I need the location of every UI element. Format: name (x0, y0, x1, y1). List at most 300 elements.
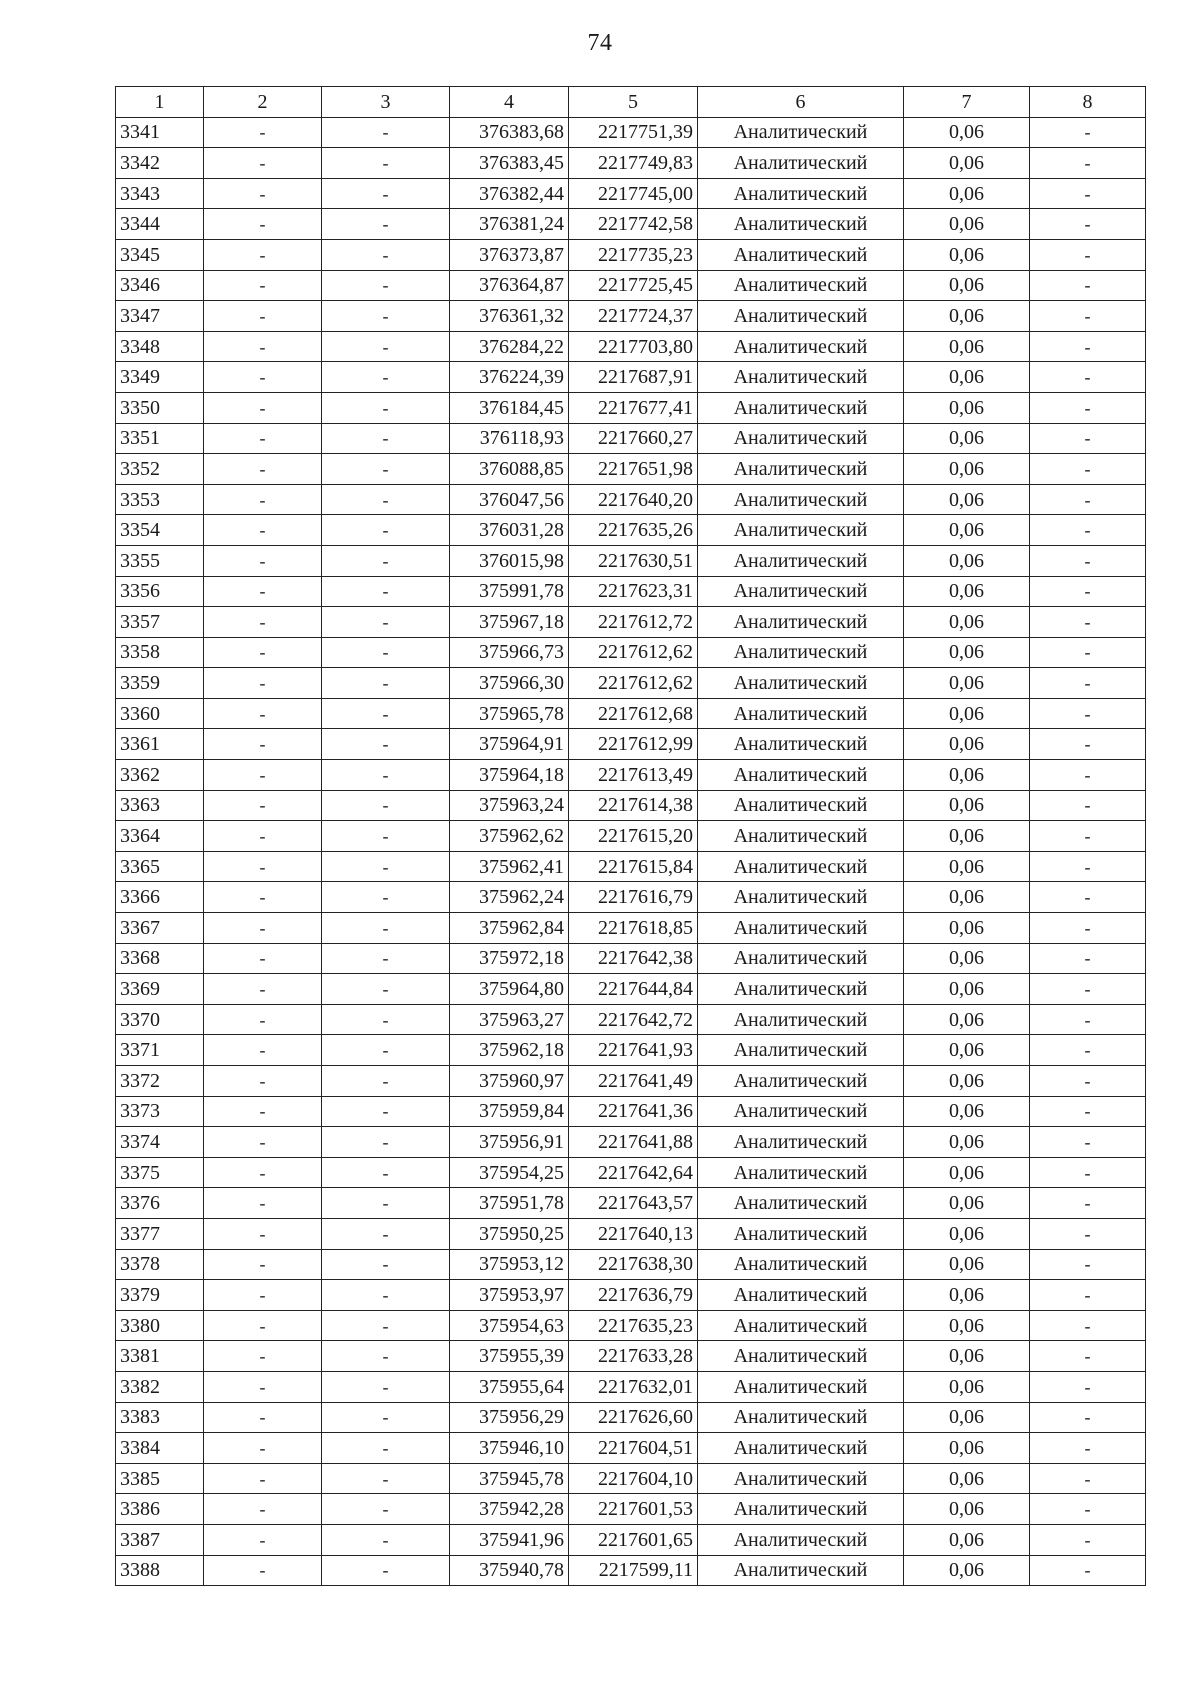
y-coordinate-cell: 2217601,65 (569, 1524, 698, 1555)
col3-cell: - (322, 1249, 450, 1280)
header-cell: 5 (569, 87, 698, 118)
y-coordinate-cell: 2217642,38 (569, 943, 698, 974)
method-cell: Аналитический (698, 1218, 904, 1249)
x-coordinate-cell: 375942,28 (450, 1494, 569, 1525)
y-coordinate-cell: 2217641,49 (569, 1066, 698, 1097)
table-row (116, 1127, 1146, 1158)
table-row (116, 515, 1146, 546)
method-cell: Аналитический (698, 1280, 904, 1311)
x-coordinate-cell: 375965,78 (450, 698, 569, 729)
accuracy-cell: 0,06 (904, 1402, 1030, 1433)
point-number-cell: 3361 (116, 729, 204, 760)
x-coordinate-cell: 375962,41 (450, 851, 569, 882)
col8-cell: - (1030, 851, 1146, 882)
y-coordinate-cell: 2217641,88 (569, 1127, 698, 1158)
y-coordinate-cell: 2217612,62 (569, 668, 698, 699)
point-number-cell: 3346 (116, 270, 204, 301)
point-number-cell: 3342 (116, 148, 204, 179)
col3-cell: - (322, 637, 450, 668)
method-cell: Аналитический (698, 974, 904, 1005)
x-coordinate-cell: 376373,87 (450, 239, 569, 270)
col3-cell: - (322, 454, 450, 485)
col2-cell: - (204, 851, 322, 882)
method-cell: Аналитический (698, 301, 904, 332)
col3-cell: - (322, 760, 450, 791)
y-coordinate-cell: 2217615,20 (569, 821, 698, 852)
table-row (116, 1188, 1146, 1219)
accuracy-cell: 0,06 (904, 1004, 1030, 1035)
x-coordinate-cell: 375946,10 (450, 1433, 569, 1464)
point-number-cell: 3372 (116, 1066, 204, 1097)
col2-cell: - (204, 117, 322, 148)
col8-cell: - (1030, 1066, 1146, 1097)
point-number-cell: 3343 (116, 178, 204, 209)
x-coordinate-cell: 375940,78 (450, 1555, 569, 1586)
method-cell: Аналитический (698, 1433, 904, 1464)
col2-cell: - (204, 576, 322, 607)
method-cell: Аналитический (698, 1341, 904, 1372)
y-coordinate-cell: 2217626,60 (569, 1402, 698, 1433)
point-number-cell: 3382 (116, 1371, 204, 1402)
col8-cell: - (1030, 637, 1146, 668)
point-number-cell: 3376 (116, 1188, 204, 1219)
x-coordinate-cell: 375966,73 (450, 637, 569, 668)
col8-cell: - (1030, 698, 1146, 729)
table-row (116, 1004, 1146, 1035)
y-coordinate-cell: 2217687,91 (569, 362, 698, 393)
col8-cell: - (1030, 1004, 1146, 1035)
col3-cell: - (322, 1004, 450, 1035)
accuracy-cell: 0,06 (904, 1494, 1030, 1525)
col3-cell: - (322, 1066, 450, 1097)
accuracy-cell: 0,06 (904, 576, 1030, 607)
x-coordinate-cell: 375953,12 (450, 1249, 569, 1280)
col2-cell: - (204, 943, 322, 974)
y-coordinate-cell: 2217724,37 (569, 301, 698, 332)
table-row (116, 270, 1146, 301)
x-coordinate-cell: 375967,18 (450, 607, 569, 638)
table-row (116, 1341, 1146, 1372)
point-number-cell: 3388 (116, 1555, 204, 1586)
accuracy-cell: 0,06 (904, 362, 1030, 393)
accuracy-cell: 0,06 (904, 1096, 1030, 1127)
col2-cell: - (204, 1035, 322, 1066)
col3-cell: - (322, 913, 450, 944)
col2-cell: - (204, 1280, 322, 1311)
col2-cell: - (204, 790, 322, 821)
method-cell: Аналитический (698, 117, 904, 148)
col3-cell: - (322, 1494, 450, 1525)
method-cell: Аналитический (698, 1463, 904, 1494)
y-coordinate-cell: 2217642,64 (569, 1157, 698, 1188)
y-coordinate-cell: 2217660,27 (569, 423, 698, 454)
point-number-cell: 3356 (116, 576, 204, 607)
accuracy-cell: 0,06 (904, 178, 1030, 209)
y-coordinate-cell: 2217632,01 (569, 1371, 698, 1402)
table-row (116, 1035, 1146, 1066)
col8-cell: - (1030, 362, 1146, 393)
col3-cell: - (322, 423, 450, 454)
x-coordinate-cell: 375964,80 (450, 974, 569, 1005)
col8-cell: - (1030, 1463, 1146, 1494)
table-row (116, 362, 1146, 393)
x-coordinate-cell: 375953,97 (450, 1280, 569, 1311)
col8-cell: - (1030, 760, 1146, 791)
y-coordinate-cell: 2217642,72 (569, 1004, 698, 1035)
method-cell: Аналитический (698, 1004, 904, 1035)
y-coordinate-cell: 2217612,99 (569, 729, 698, 760)
col8-cell: - (1030, 1555, 1146, 1586)
table-row (116, 1066, 1146, 1097)
col2-cell: - (204, 1157, 322, 1188)
col2-cell: - (204, 1494, 322, 1525)
accuracy-cell: 0,06 (904, 117, 1030, 148)
point-number-cell: 3349 (116, 362, 204, 393)
x-coordinate-cell: 376031,28 (450, 515, 569, 546)
accuracy-cell: 0,06 (904, 209, 1030, 240)
point-number-cell: 3367 (116, 913, 204, 944)
header-cell: 6 (698, 87, 904, 118)
table-row (116, 607, 1146, 638)
col2-cell: - (204, 882, 322, 913)
col3-cell: - (322, 882, 450, 913)
point-number-cell: 3375 (116, 1157, 204, 1188)
header-cell: 4 (450, 87, 569, 118)
y-coordinate-cell: 2217616,79 (569, 882, 698, 913)
col3-cell: - (322, 1310, 450, 1341)
col8-cell: - (1030, 1035, 1146, 1066)
table-row (116, 913, 1146, 944)
method-cell: Аналитический (698, 331, 904, 362)
point-number-cell: 3347 (116, 301, 204, 332)
y-coordinate-cell: 2217638,30 (569, 1249, 698, 1280)
table-row (116, 239, 1146, 270)
col2-cell: - (204, 178, 322, 209)
method-cell: Аналитический (698, 148, 904, 179)
x-coordinate-cell: 375962,18 (450, 1035, 569, 1066)
col8-cell: - (1030, 576, 1146, 607)
col2-cell: - (204, 729, 322, 760)
table-header-row (116, 87, 1146, 118)
y-coordinate-cell: 2217640,20 (569, 484, 698, 515)
y-coordinate-cell: 2217618,85 (569, 913, 698, 944)
accuracy-cell: 0,06 (904, 943, 1030, 974)
table-row (116, 1371, 1146, 1402)
point-number-cell: 3357 (116, 607, 204, 638)
accuracy-cell: 0,06 (904, 148, 1030, 179)
accuracy-cell: 0,06 (904, 760, 1030, 791)
method-cell: Аналитический (698, 545, 904, 576)
y-coordinate-cell: 2217612,68 (569, 698, 698, 729)
col2-cell: - (204, 1371, 322, 1402)
method-cell: Аналитический (698, 851, 904, 882)
y-coordinate-cell: 2217612,72 (569, 607, 698, 638)
col8-cell: - (1030, 1310, 1146, 1341)
point-number-cell: 3365 (116, 851, 204, 882)
x-coordinate-cell: 376364,87 (450, 270, 569, 301)
col2-cell: - (204, 698, 322, 729)
table-row (116, 1157, 1146, 1188)
col2-cell: - (204, 1127, 322, 1158)
col2-cell: - (204, 821, 322, 852)
col8-cell: - (1030, 1157, 1146, 1188)
col3-cell: - (322, 1463, 450, 1494)
y-coordinate-cell: 2217613,49 (569, 760, 698, 791)
col2-cell: - (204, 1218, 322, 1249)
method-cell: Аналитический (698, 576, 904, 607)
method-cell: Аналитический (698, 1188, 904, 1219)
y-coordinate-cell: 2217641,36 (569, 1096, 698, 1127)
x-coordinate-cell: 375962,62 (450, 821, 569, 852)
x-coordinate-cell: 376361,32 (450, 301, 569, 332)
col8-cell: - (1030, 1524, 1146, 1555)
col8-cell: - (1030, 882, 1146, 913)
col8-cell: - (1030, 1096, 1146, 1127)
method-cell: Аналитический (698, 1494, 904, 1525)
col2-cell: - (204, 1341, 322, 1372)
col2-cell: - (204, 1188, 322, 1219)
accuracy-cell: 0,06 (904, 790, 1030, 821)
accuracy-cell: 0,06 (904, 851, 1030, 882)
x-coordinate-cell: 375951,78 (450, 1188, 569, 1219)
table-row (116, 1463, 1146, 1494)
y-coordinate-cell: 2217751,39 (569, 117, 698, 148)
method-cell: Аналитический (698, 454, 904, 485)
accuracy-cell: 0,06 (904, 1035, 1030, 1066)
table-row (116, 1433, 1146, 1464)
y-coordinate-cell: 2217635,26 (569, 515, 698, 546)
col8-cell: - (1030, 1249, 1146, 1280)
col3-cell: - (322, 270, 450, 301)
method-cell: Аналитический (698, 515, 904, 546)
y-coordinate-cell: 2217630,51 (569, 545, 698, 576)
col3-cell: - (322, 484, 450, 515)
point-number-cell: 3351 (116, 423, 204, 454)
x-coordinate-cell: 375991,78 (450, 576, 569, 607)
header-cell: 1 (116, 87, 204, 118)
col3-cell: - (322, 239, 450, 270)
point-number-cell: 3359 (116, 668, 204, 699)
col3-cell: - (322, 545, 450, 576)
accuracy-cell: 0,06 (904, 301, 1030, 332)
col2-cell: - (204, 637, 322, 668)
method-cell: Аналитический (698, 1127, 904, 1158)
col8-cell: - (1030, 1371, 1146, 1402)
col3-cell: - (322, 1433, 450, 1464)
col3-cell: - (322, 607, 450, 638)
table-row (116, 668, 1146, 699)
method-cell: Аналитический (698, 1402, 904, 1433)
x-coordinate-cell: 375964,91 (450, 729, 569, 760)
x-coordinate-cell: 375962,84 (450, 913, 569, 944)
method-cell: Аналитический (698, 1157, 904, 1188)
col3-cell: - (322, 1555, 450, 1586)
x-coordinate-cell: 375955,64 (450, 1371, 569, 1402)
y-coordinate-cell: 2217601,53 (569, 1494, 698, 1525)
table-row (116, 1494, 1146, 1525)
col2-cell: - (204, 423, 322, 454)
y-coordinate-cell: 2217599,11 (569, 1555, 698, 1586)
y-coordinate-cell: 2217614,38 (569, 790, 698, 821)
point-number-cell: 3384 (116, 1433, 204, 1464)
x-coordinate-cell: 375959,84 (450, 1096, 569, 1127)
accuracy-cell: 0,06 (904, 1433, 1030, 1464)
method-cell: Аналитический (698, 392, 904, 423)
point-number-cell: 3383 (116, 1402, 204, 1433)
col3-cell: - (322, 1280, 450, 1311)
table-row (116, 1555, 1146, 1586)
col2-cell: - (204, 1433, 322, 1464)
table-row (116, 882, 1146, 913)
point-number-cell: 3348 (116, 331, 204, 362)
col8-cell: - (1030, 668, 1146, 699)
table-row (116, 851, 1146, 882)
col3-cell: - (322, 331, 450, 362)
x-coordinate-cell: 376381,24 (450, 209, 569, 240)
col3-cell: - (322, 1524, 450, 1555)
col2-cell: - (204, 1096, 322, 1127)
col2-cell: - (204, 239, 322, 270)
col3-cell: - (322, 362, 450, 393)
method-cell: Аналитический (698, 1096, 904, 1127)
point-number-cell: 3366 (116, 882, 204, 913)
point-number-cell: 3353 (116, 484, 204, 515)
y-coordinate-cell: 2217612,62 (569, 637, 698, 668)
point-number-cell: 3374 (116, 1127, 204, 1158)
method-cell: Аналитический (698, 1524, 904, 1555)
y-coordinate-cell: 2217677,41 (569, 392, 698, 423)
col2-cell: - (204, 545, 322, 576)
table-row (116, 1218, 1146, 1249)
x-coordinate-cell: 375950,25 (450, 1218, 569, 1249)
col3-cell: - (322, 790, 450, 821)
col8-cell: - (1030, 729, 1146, 760)
col8-cell: - (1030, 178, 1146, 209)
col2-cell: - (204, 1524, 322, 1555)
method-cell: Аналитический (698, 362, 904, 393)
table-row (116, 301, 1146, 332)
point-number-cell: 3387 (116, 1524, 204, 1555)
table-row (116, 1249, 1146, 1280)
point-number-cell: 3355 (116, 545, 204, 576)
coordinates-table (115, 86, 1146, 1586)
col2-cell: - (204, 362, 322, 393)
table-row (116, 729, 1146, 760)
x-coordinate-cell: 376015,98 (450, 545, 569, 576)
table-row (116, 392, 1146, 423)
col8-cell: - (1030, 209, 1146, 240)
col8-cell: - (1030, 607, 1146, 638)
accuracy-cell: 0,06 (904, 1157, 1030, 1188)
col8-cell: - (1030, 331, 1146, 362)
col2-cell: - (204, 1004, 322, 1035)
accuracy-cell: 0,06 (904, 607, 1030, 638)
col3-cell: - (322, 668, 450, 699)
x-coordinate-cell: 375945,78 (450, 1463, 569, 1494)
accuracy-cell: 0,06 (904, 1188, 1030, 1219)
col2-cell: - (204, 668, 322, 699)
accuracy-cell: 0,06 (904, 1371, 1030, 1402)
y-coordinate-cell: 2217651,98 (569, 454, 698, 485)
x-coordinate-cell: 376383,45 (450, 148, 569, 179)
x-coordinate-cell: 376184,45 (450, 392, 569, 423)
col8-cell: - (1030, 301, 1146, 332)
accuracy-cell: 0,06 (904, 484, 1030, 515)
accuracy-cell: 0,06 (904, 545, 1030, 576)
accuracy-cell: 0,06 (904, 1066, 1030, 1097)
col3-cell: - (322, 1188, 450, 1219)
table-row (116, 454, 1146, 485)
accuracy-cell: 0,06 (904, 515, 1030, 546)
table-row (116, 1402, 1146, 1433)
point-number-cell: 3373 (116, 1096, 204, 1127)
accuracy-cell: 0,06 (904, 882, 1030, 913)
x-coordinate-cell: 375962,24 (450, 882, 569, 913)
accuracy-cell: 0,06 (904, 1310, 1030, 1341)
table-row (116, 760, 1146, 791)
page-number: 74 (587, 30, 613, 56)
table-row (116, 117, 1146, 148)
col3-cell: - (322, 209, 450, 240)
table-row (116, 1280, 1146, 1311)
method-cell: Аналитический (698, 790, 904, 821)
method-cell: Аналитический (698, 668, 904, 699)
x-coordinate-cell: 375972,18 (450, 943, 569, 974)
header-cell: 3 (322, 87, 450, 118)
accuracy-cell: 0,06 (904, 974, 1030, 1005)
accuracy-cell: 0,06 (904, 1218, 1030, 1249)
method-cell: Аналитический (698, 821, 904, 852)
table-row (116, 576, 1146, 607)
table-body (116, 117, 1146, 1586)
point-number-cell: 3364 (116, 821, 204, 852)
y-coordinate-cell: 2217633,28 (569, 1341, 698, 1372)
col8-cell: - (1030, 790, 1146, 821)
col8-cell: - (1030, 239, 1146, 270)
col3-cell: - (322, 974, 450, 1005)
y-coordinate-cell: 2217636,79 (569, 1280, 698, 1311)
table-row (116, 974, 1146, 1005)
col3-cell: - (322, 301, 450, 332)
y-coordinate-cell: 2217641,93 (569, 1035, 698, 1066)
col8-cell: - (1030, 1188, 1146, 1219)
col8-cell: - (1030, 1433, 1146, 1464)
x-coordinate-cell: 375956,91 (450, 1127, 569, 1158)
point-number-cell: 3386 (116, 1494, 204, 1525)
point-number-cell: 3370 (116, 1004, 204, 1035)
point-number-cell: 3371 (116, 1035, 204, 1066)
method-cell: Аналитический (698, 760, 904, 791)
col2-cell: - (204, 270, 322, 301)
method-cell: Аналитический (698, 637, 904, 668)
col2-cell: - (204, 913, 322, 944)
x-coordinate-cell: 375963,27 (450, 1004, 569, 1035)
col2-cell: - (204, 484, 322, 515)
col8-cell: - (1030, 1494, 1146, 1525)
table-row (116, 484, 1146, 515)
table-row (116, 698, 1146, 729)
x-coordinate-cell: 375960,97 (450, 1066, 569, 1097)
col8-cell: - (1030, 423, 1146, 454)
col2-cell: - (204, 1402, 322, 1433)
method-cell: Аналитический (698, 1310, 904, 1341)
method-cell: Аналитический (698, 882, 904, 913)
accuracy-cell: 0,06 (904, 821, 1030, 852)
accuracy-cell: 0,06 (904, 668, 1030, 699)
col3-cell: - (322, 178, 450, 209)
method-cell: Аналитический (698, 178, 904, 209)
table-row (116, 1310, 1146, 1341)
